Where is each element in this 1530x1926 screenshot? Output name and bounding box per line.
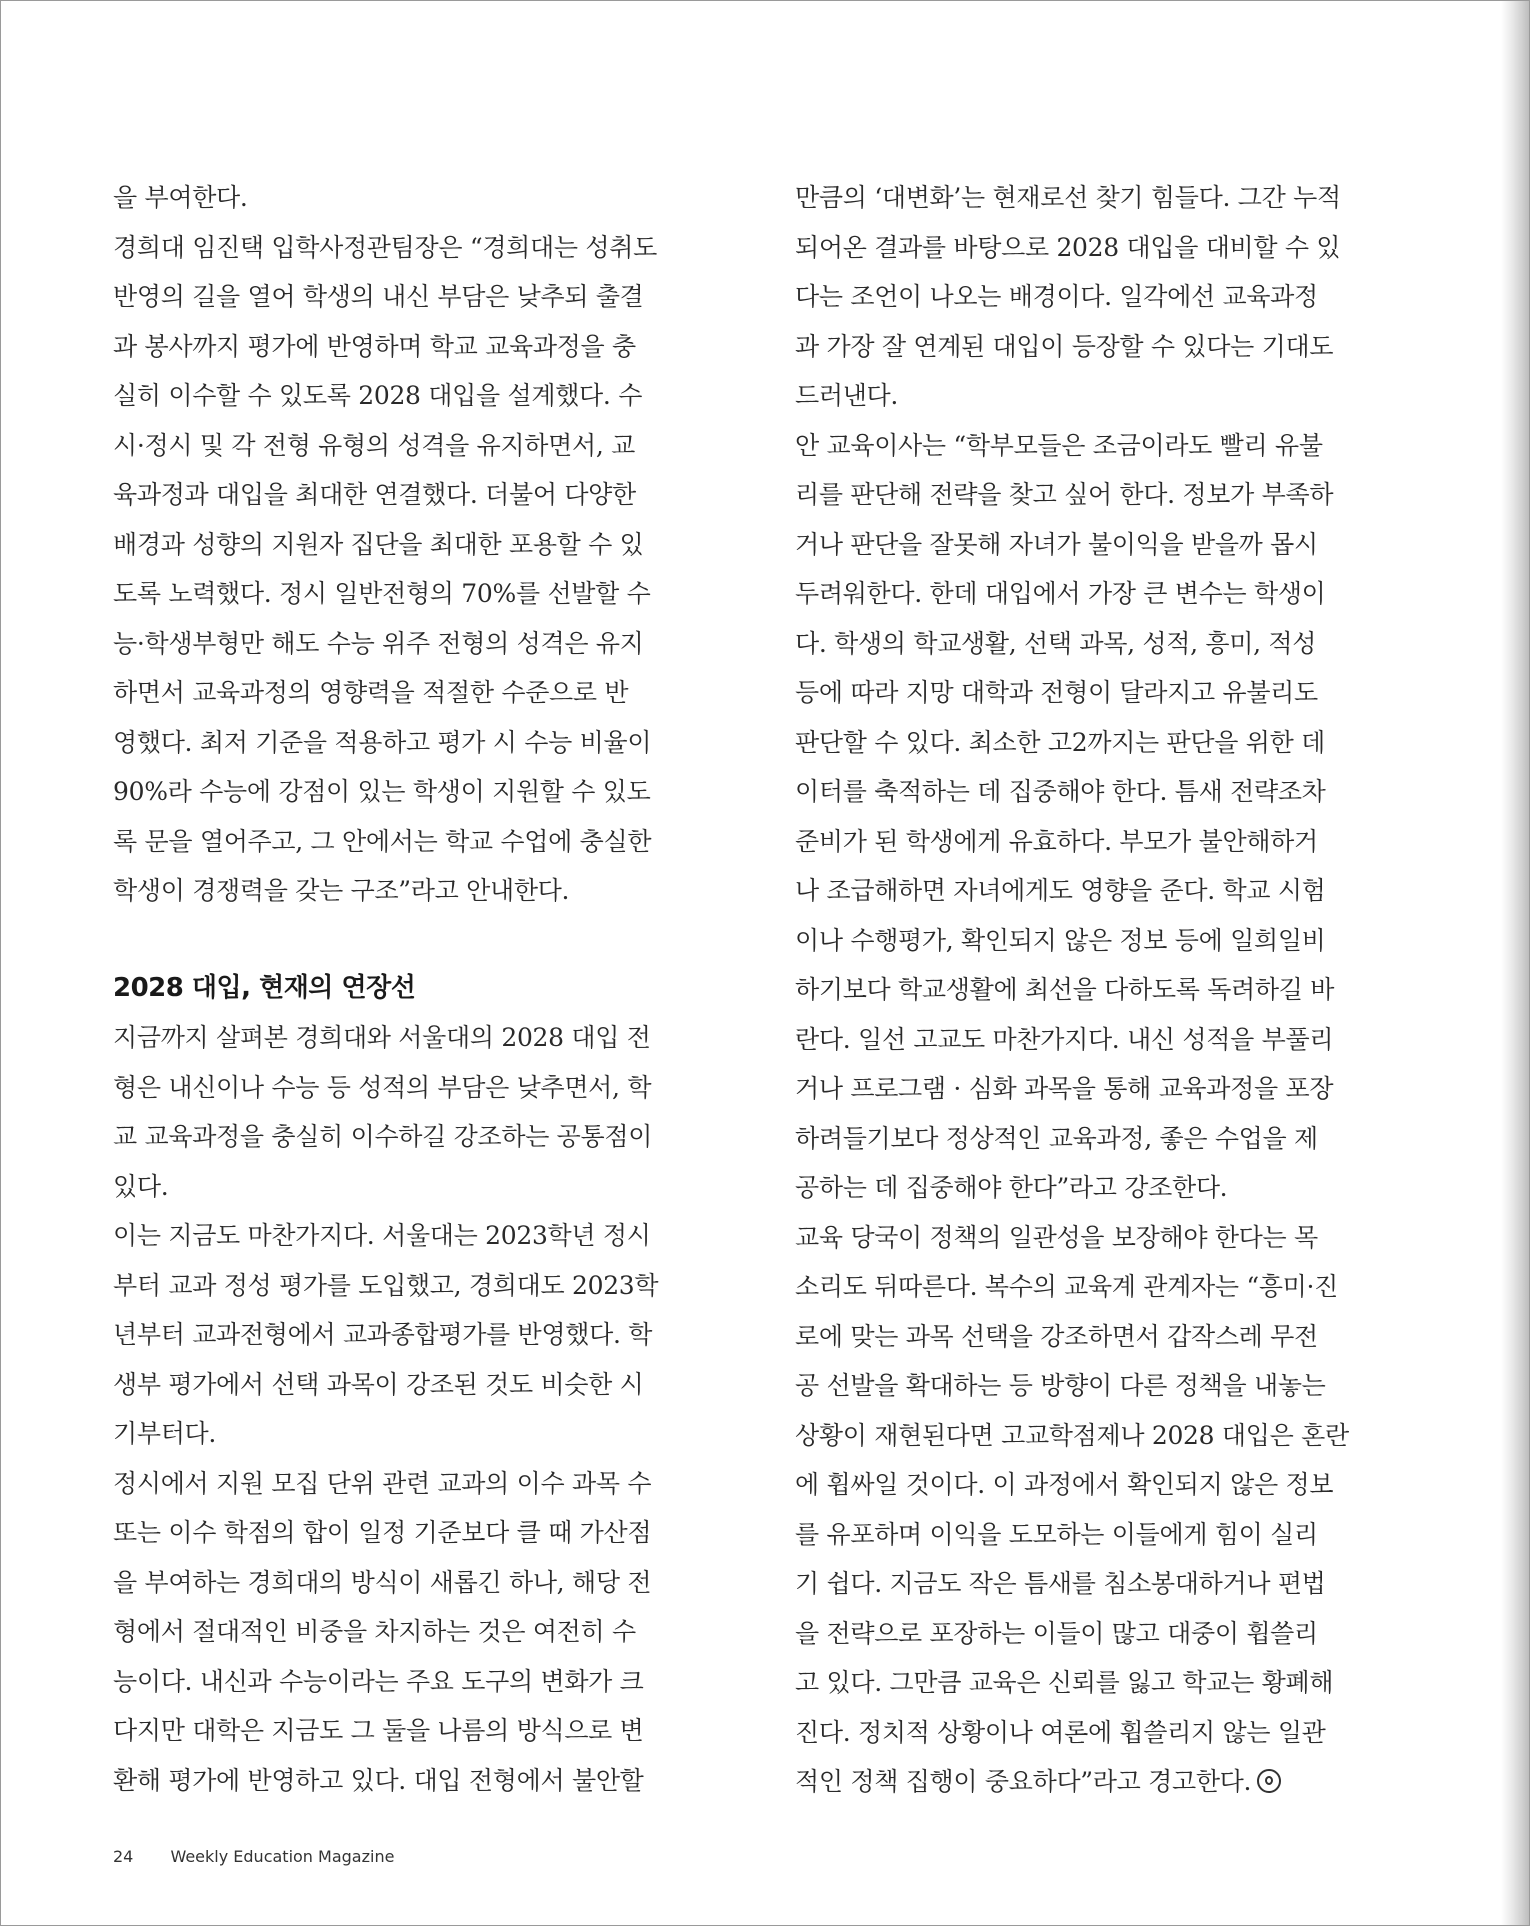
text-line: 하려들기보다 정상적인 교육과정, 좋은 수업을 제	[795, 1123, 1318, 1153]
section-gap	[113, 916, 703, 964]
text-line: 만큼의 ‘대변화’는 현재로선 찾기 힘들다. 그간 누적	[795, 183, 1341, 212]
left-para-2	[113, 223, 703, 916]
text-line: 적인 정책 집행이 중요하다”라고 경고한다.	[795, 1757, 1385, 1807]
text-line: 나 조급해하면 자녀에게도 영향을 준다. 학교 시험	[795, 876, 1326, 905]
page-footer	[113, 1847, 394, 1866]
text-line: 능·학생부형만 해도 수능 위주 전형의 성격은 유지	[113, 628, 644, 658]
left-para-3	[113, 1013, 703, 1211]
text-line: 록 문을 열어주고, 그 안에서는 학교 수업에 충실한	[113, 826, 652, 856]
left-para-5	[113, 1459, 703, 1806]
text-line: 영했다. 최저 기준을 적용하고 평가 시 수능 비율이	[113, 727, 652, 757]
text-line: 등에 따라 지망 대학과 전형이 달라지고 유불리도	[795, 678, 1318, 707]
right-column	[795, 173, 1385, 1807]
text-line: 을 부여한다.	[113, 183, 248, 212]
right-para-2	[795, 421, 1385, 1213]
text-line: 교육 당국이 정책의 일관성을 보장해야 한다는 목	[795, 1222, 1318, 1252]
text-line: 실히 이수할 수 있도록 2028 대입을 설계했다. 수	[113, 381, 643, 410]
text-line: 하면서 교육과정의 영향력을 적절한 수준으로 반	[113, 678, 629, 707]
text-line: 두려워한다. 한데 대입에서 가장 큰 변수는 학생이	[795, 579, 1326, 608]
text-line: 을 부여하는 경희대의 방식이 새롭긴 하나, 해당 전	[113, 1567, 652, 1597]
text-line: 능이다. 내신과 수능이라는 주요 도구의 변화가 크	[113, 1666, 644, 1696]
text-line: 고 있다. 그만큼 교육은 신뢰를 잃고 학교는 황폐해	[795, 1668, 1334, 1697]
text-line: 반영의 길을 열어 학생의 내신 부담은 낮추되 출결	[113, 282, 644, 311]
page-number: 24	[113, 1847, 134, 1866]
left-para-1	[113, 173, 703, 223]
section-heading: 2028 대입, 현재의 연장선	[113, 972, 416, 1003]
text-line: 학생이 경쟁력을 갖는 구조”라고 안내한다.	[113, 876, 570, 905]
text-line: 준비가 된 학생에게 유효하다. 부모가 불안해하거	[795, 826, 1318, 856]
text-line: 지금까지 살펴본 경희대와 서울대의 2028 대입 전	[113, 1023, 651, 1052]
magazine-logo-icon	[1257, 1769, 1281, 1793]
text-line: 정시에서 지원 모집 단위 관련 교과의 이수 과목 수	[113, 1468, 652, 1498]
text-line: 거나 프로그램 · 심화 과목을 통해 교육과정을 포장	[795, 1074, 1334, 1103]
text-line: 다는 조언이 나오는 배경이다. 일각에선 교육과정	[795, 282, 1318, 311]
left-column	[113, 173, 703, 1805]
magazine-name: Weekly Education Magazine	[170, 1847, 395, 1866]
text-line: 교 교육과정을 충실히 이수하길 강조하는 공통점이	[113, 1122, 653, 1151]
text-line: 과 가장 잘 연계된 대입이 등장할 수 있다는 기대도	[795, 331, 1334, 361]
text-line: 시·정시 및 각 전형 유형의 성격을 유지하면서, 교	[113, 430, 635, 460]
text-line: 기부터다.	[113, 1419, 217, 1448]
text-line: 이나 수행평가, 확인되지 않은 정보 등에 일희일비	[795, 925, 1326, 955]
text-line: 진다. 정치적 상황이나 여론에 휩쓸리지 않는 일관	[795, 1717, 1326, 1747]
right-para-3	[795, 1213, 1385, 1807]
text-line: 를 유포하며 이익을 도모하는 이들에게 힘이 실리	[795, 1519, 1318, 1549]
text-line: 생부 평가에서 선택 과목이 강조된 것도 비슷한 시	[113, 1369, 644, 1399]
text-line: 리를 판단해 전략을 찾고 싶어 한다. 정보가 부족하	[795, 480, 1334, 509]
text-line: 상황이 재현된다면 고교학점제나 2028 대입은 혼란	[795, 1420, 1349, 1450]
page-spine-shadow	[1501, 1, 1529, 1925]
text-line: 과 봉사까지 평가에 반영하며 학교 교육과정을 충	[113, 331, 636, 361]
text-line: 다지만 대학은 지금도 그 둘을 나름의 방식으로 변	[113, 1716, 644, 1745]
text-line: 거나 판단을 잘못해 자녀가 불이익을 받을까 몹시	[795, 529, 1318, 559]
text-line: 기 쉽다. 지금도 작은 틈새를 침소봉대하거나 편법	[795, 1569, 1326, 1598]
text-line: 년부터 교과전형에서 교과종합평가를 반영했다. 학	[113, 1320, 653, 1349]
text-line: 형은 내신이나 수능 등 성적의 부담은 낮추면서, 학	[113, 1072, 652, 1102]
text-line: 로에 맞는 과목 선택을 강조하면서 갑작스레 무전	[795, 1321, 1318, 1351]
text-line: 이는 지금도 마찬가지다. 서울대는 2023학년 정시	[113, 1221, 651, 1250]
text-line: 공하는 데 집중해야 한다”라고 강조한다.	[795, 1173, 1228, 1202]
text-line: 이터를 축적하는 데 집중해야 한다. 틈새 전략조차	[795, 777, 1326, 806]
text-line: 판단할 수 있다. 최소한 고2까지는 판단을 위한 데	[795, 727, 1325, 757]
text-line: 도록 노력했다. 정시 일반전형의 70%를 선발할 수	[113, 579, 651, 608]
text-line: 하기보다 학교생활에 최선을 다하도록 독려하길 바	[795, 975, 1335, 1004]
text-line: 공 선발을 확대하는 등 방향이 다른 정책을 내놓는	[795, 1371, 1326, 1400]
text-line: 또는 이수 학점의 합이 일정 기준보다 클 때 가산점	[113, 1518, 652, 1547]
text-line: 다. 학생의 학교생활, 선택 과목, 성적, 흥미, 적성	[795, 628, 1317, 658]
left-para-4	[113, 1211, 703, 1459]
text-line: 부터 교과 정성 평가를 도입했고, 경희대도 2023학	[113, 1270, 659, 1300]
text-line: 에 휩싸일 것이다. 이 과정에서 확인되지 않은 정보	[795, 1470, 1334, 1499]
text-line: 을 전략으로 포장하는 이들이 많고 대중이 휩쓸리	[795, 1618, 1318, 1648]
text-line: 되어온 결과를 바탕으로 2028 대입을 대비할 수 있	[795, 232, 1341, 262]
text-line: 90%라 수능에 강점이 있는 학생이 지원할 수 있도	[113, 777, 651, 806]
right-para-1	[795, 173, 1385, 421]
text-line: 있다.	[113, 1171, 169, 1201]
text-line: 란다. 일선 고교도 마찬가지다. 내신 성적을 부풀리	[795, 1024, 1334, 1054]
text-line: 경희대 임진택 입학사정관팀장은 “경희대는 성취도	[113, 232, 657, 262]
text-line: 드러낸다.	[795, 381, 899, 410]
text-line: 육과정과 대입을 최대한 연결했다. 더불어 다양한	[113, 480, 636, 509]
text-line: 형에서 절대적인 비중을 차지하는 것은 여전히 수	[113, 1617, 636, 1646]
text-line: 소리도 뒤따른다. 복수의 교육계 관계자는 “흥미·진	[795, 1272, 1339, 1301]
text-line: 환해 평가에 반영하고 있다. 대입 전형에서 불안할	[113, 1765, 644, 1795]
text-line: 배경과 성향의 지원자 집단을 최대한 포용할 수 있	[113, 529, 644, 559]
text-line: 안 교육이사는 “학부모들은 조금이라도 빨리 유불	[795, 430, 1323, 460]
